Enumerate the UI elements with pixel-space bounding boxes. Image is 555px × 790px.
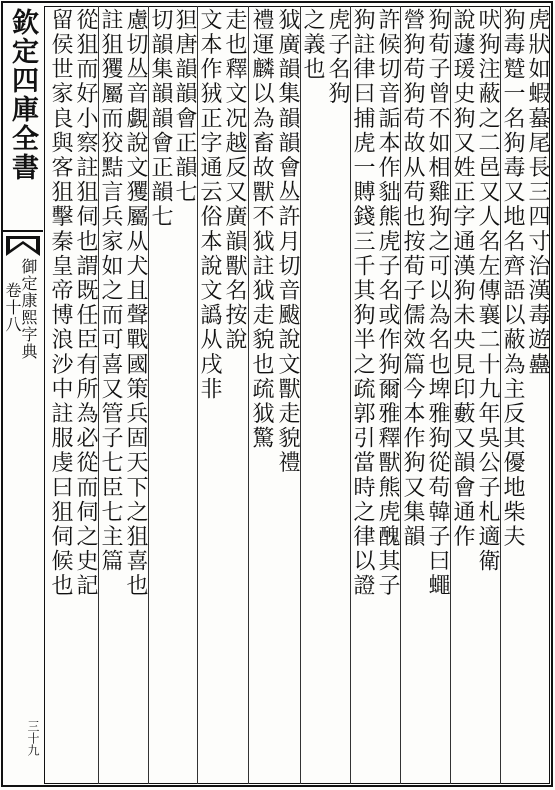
text-column: 走也釋文况越反又廣韻獸名按說: [222, 8, 247, 353]
text-column: 之義也: [300, 8, 325, 82]
text-column: 禮運麟以為畜故獸不狘註狘走貌也疏狘驚: [249, 8, 274, 451]
fishtail-ornament-icon: [4, 234, 42, 258]
margin-divider: [3, 230, 43, 232]
entry-headword-column: 狚唐韻韻會正韻七: [172, 8, 197, 205]
collection-title: 欽定四庫全書: [7, 8, 38, 182]
book-title: 御定康熙字典: [19, 258, 38, 360]
text-column: 註狙玃屬而狡黠言兵家如之而可喜又管子七臣七主篇: [98, 8, 123, 574]
text-column: 狗毒蹵一名狗毒又地名齊語以蔽為主反其優地柴夫: [500, 8, 525, 550]
volume-number: 卷十八: [3, 282, 22, 333]
text-column: 從狙而好小察註狙伺也謂既任臣有所為必從而伺之史記: [73, 8, 98, 599]
text-column: 吠狗注蔽之二邑又人名左傳襄二十九年吳公子札適衛: [475, 8, 500, 574]
text-column: 虎子名狗: [325, 8, 350, 107]
text-column: 狗註律曰捕虎一賻錢三千其狗半之疏郭引當時之律以證: [350, 8, 375, 599]
entry-headword-column: 狘廣韻集韻韻會丛許月切音颰說文獸走貌禮: [275, 8, 300, 476]
text-column: 營狗苟狗苟故从苟也按荀子儒效篇今本作狗又集韻: [400, 8, 425, 550]
text-column: 切韻集韻韻會正韻七: [148, 8, 173, 230]
text-column: 虎狀如蝦蟇尾長三四寸治漢毒遊蠱: [525, 8, 550, 377]
text-column: 文本作狨正字通云俗本說文譌从戌非: [197, 8, 222, 402]
page-number: 三十九: [26, 720, 40, 756]
text-column: 留侯世家良與客狙擊秦皇帝博浪沙中註服虔曰狙伺候也: [48, 8, 73, 599]
text-column: 狗荀子曾不如相雞狗之可以為名也埤雅狗從苟韓子曰蠅: [425, 8, 450, 599]
text-column: 許候切音詬本作貀熊虎子名或作狗爾雅釋獸熊虎醜其子: [375, 8, 400, 599]
text-column: 慮切丛音覷說文玃屬从犬且聲戰國策兵固天下之狙喜也: [123, 8, 148, 599]
text-column: 說蘧瑗史狗又姓正字通漢狗未央見印藪又韻會通作: [450, 8, 475, 550]
